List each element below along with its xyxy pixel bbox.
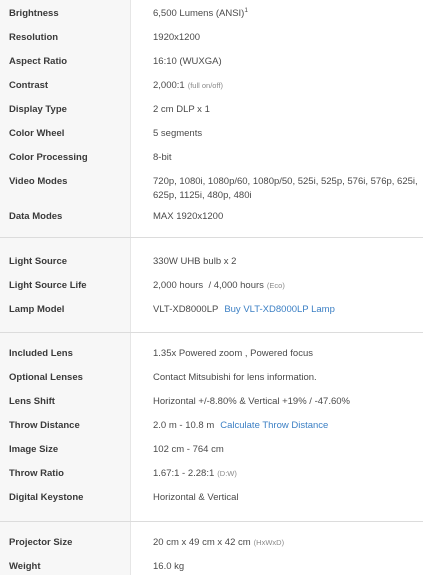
throw-ratio-value: 1.67:1 - 2.28:1 [153,468,215,479]
spec-value: 5 segments [153,128,203,139]
spec-label: Throw Ratio [9,468,64,479]
spec-label: Lamp Model [9,304,65,315]
spec-value: MAX 1920x1200 [153,211,224,222]
section-divider [0,521,423,522]
spec-value: 8-bit [153,152,172,163]
light-source-life-value: 2,000 hours / 4,000 hours [153,280,264,291]
spec-value [153,7,419,21]
spec-label: Data Modes [9,211,63,222]
spec-label: Image Size [9,444,59,455]
calculate-throw-distance-link[interactable]: Calculate Throw Distance [220,420,329,431]
value-note: (D:W) [217,469,237,478]
spec-value: 16:10 (WUXGA) [153,56,222,67]
spec-label: Video Modes [9,176,68,187]
brightness-value: 6,500 Lumens (ANSI) [153,8,245,19]
value-note: (HxWxD) [253,538,285,547]
spec-value [153,79,419,93]
spec-label: Color Wheel [9,128,65,139]
spec-label: Resolution [9,32,59,43]
spec-label: Light Source Life [9,280,87,291]
spec-label: Light Source [9,256,68,267]
spec-value: 720p, 1080i, 1080p/60, 1080p/50, 525i, 525p, 576i, 576p, 625i, 625p, 1125i, 480p, 480i [153,176,418,201]
section-divider [0,237,423,238]
spec-value: Contact Mitsubishi for lens information. [153,372,317,383]
spec-label: Color Processing [9,152,88,163]
spec-value [153,303,419,317]
spec-label: Optional Lenses [9,372,83,383]
spec-value: 102 cm - 764 cm [153,444,224,455]
spec-value: 330W UHB bulb x 2 [153,256,237,267]
spec-value: 1920x1200 [153,32,201,43]
spec-label: Included Lens [9,348,73,359]
spec-value [153,279,419,293]
footnote-marker: 1 [244,6,248,14]
spec-label: Weight [9,561,41,572]
projector-size-value: 20 cm x 49 cm x 42 cm [153,537,251,548]
value-note: (Eco) [266,281,285,290]
spec-label: Throw Distance [9,420,80,431]
spec-label: Brightness [9,8,59,19]
spec-value [153,536,419,550]
spec-value: Horizontal +/-8.80% & Vertical +19% / -47.60% [153,396,350,407]
spec-value: 1.35x Powered zoom , Powered focus [153,348,314,359]
contrast-value: 2,000:1 [153,80,185,91]
spec-label: Projector Size [9,537,73,548]
spec-value: Horizontal & Vertical [153,492,239,503]
spec-value: 16.0 kg [153,561,185,572]
spec-label: Contrast [9,80,49,91]
spec-label: Aspect Ratio [9,56,68,67]
spec-value: 2 cm DLP x 1 [153,104,210,115]
spec-label: Digital Keystone [9,492,84,503]
throw-distance-value: 2.0 m - 10.8 m [153,420,215,431]
buy-lamp-link[interactable]: Buy VLT-XD8000LP Lamp [224,304,335,315]
spec-value [153,467,419,481]
spec-label: Display Type [9,104,67,115]
lamp-model-value: VLT-XD8000LP [153,304,219,315]
spec-label: Lens Shift [9,396,55,407]
value-note: (full on/off) [187,81,223,90]
section-divider [0,332,423,333]
spec-value [153,419,419,433]
